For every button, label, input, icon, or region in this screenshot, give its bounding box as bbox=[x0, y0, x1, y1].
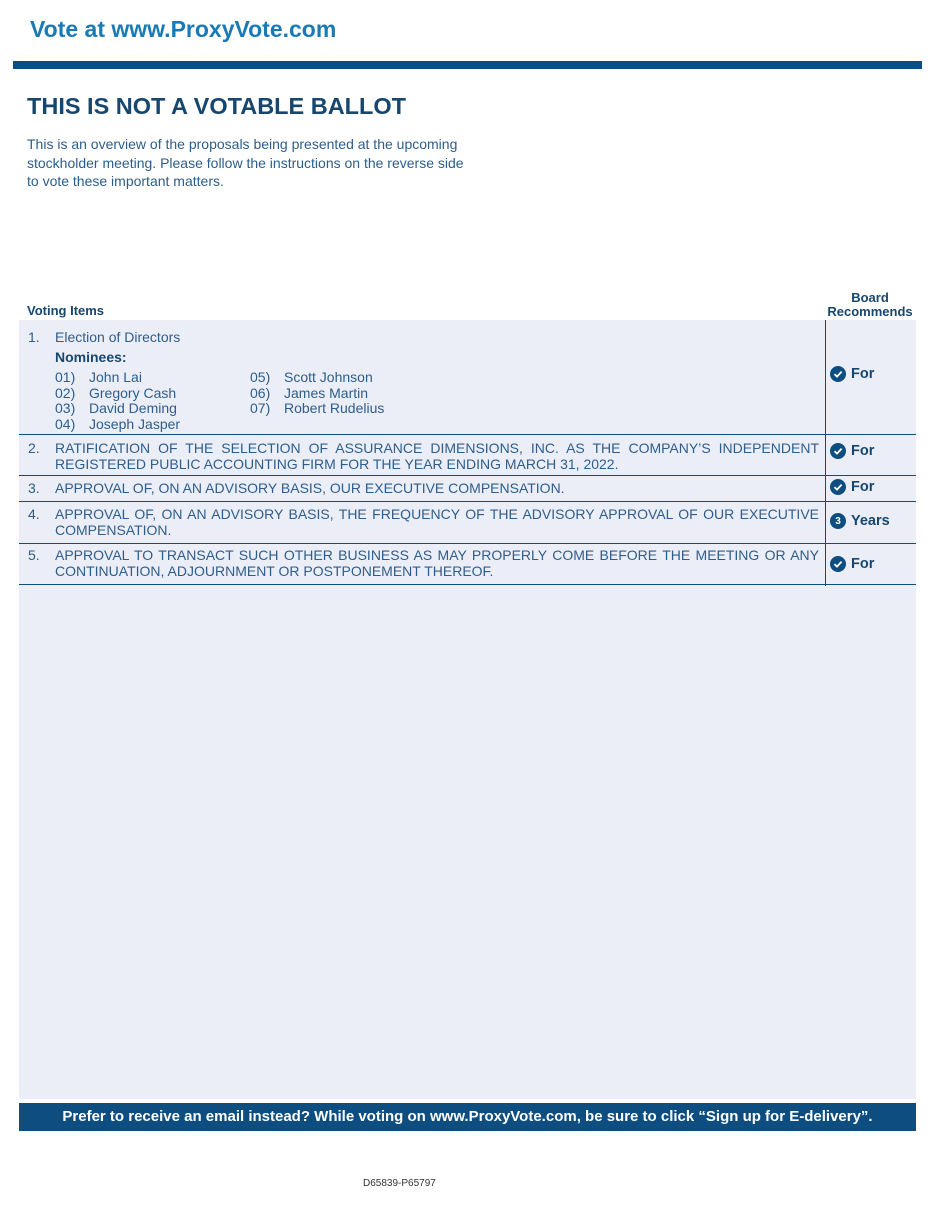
document-code: D65839-P65797 bbox=[363, 1178, 436, 1189]
page-title: THIS IS NOT A VOTABLE BALLOT bbox=[27, 93, 407, 119]
e-delivery-banner: Prefer to receive an email instead? While voting on www.ProxyVote.com, be sure to click “Sign up for E-delivery”. bbox=[19, 1103, 916, 1131]
board-recommendation: For bbox=[830, 556, 874, 572]
item-number: 5. bbox=[28, 547, 40, 563]
row-divider bbox=[19, 434, 916, 435]
item-number: 2. bbox=[28, 440, 40, 456]
row-divider bbox=[19, 501, 916, 502]
item-text: Election of Directors bbox=[55, 329, 181, 345]
nominee: 06) James Martin bbox=[250, 385, 369, 401]
voting-items-panel bbox=[19, 320, 916, 1099]
board-recommendation: For bbox=[830, 366, 874, 382]
check-icon bbox=[830, 479, 846, 495]
column-divider bbox=[825, 320, 826, 586]
item-text: APPROVAL OF, ON AN ADVISORY BASIS, THE FREQUENCY OF THE ADVISORY APPROVAL OF OUR EXECUTIVE COMPENSATION. bbox=[55, 506, 819, 538]
row-divider bbox=[19, 584, 916, 585]
nominee: 05) Scott Johnson bbox=[250, 369, 373, 385]
check-icon bbox=[830, 443, 846, 459]
item-number: 4. bbox=[28, 506, 40, 522]
top-rule bbox=[13, 61, 922, 69]
board-recommends-heading: Board Recommends bbox=[827, 290, 913, 319]
nominee: 07) Robert Rudelius bbox=[250, 400, 385, 416]
site-header: Vote at www.ProxyVote.com bbox=[30, 16, 337, 42]
nominee: 01) John Lai bbox=[55, 369, 142, 385]
board-recommendation: 3 Years bbox=[830, 513, 890, 529]
board-recommendation: For bbox=[830, 479, 874, 495]
item-text: APPROVAL OF, ON AN ADVISORY BASIS, OUR EXECUTIVE COMPENSATION. bbox=[55, 480, 565, 496]
number-3-icon: 3 bbox=[830, 513, 846, 529]
nominees-label: Nominees: bbox=[55, 349, 127, 365]
check-icon bbox=[830, 366, 846, 382]
row-divider bbox=[19, 543, 916, 544]
row-divider bbox=[19, 475, 916, 476]
check-icon bbox=[830, 556, 846, 572]
item-text: RATIFICATION OF THE SELECTION OF ASSURANCE DIMENSIONS, INC. AS THE COMPANY’S INDEPENDENT REGISTERED PUBLIC ACCOUNTING FIRM FOR THE YEAR ENDING MARCH 31, 2022. bbox=[55, 440, 819, 472]
item-number: 1. bbox=[28, 329, 40, 345]
intro-text: This is an overview of the proposals being presented at the upcoming stockholder meeting. Please follow the instructions on the reverse side to vote these important matters. bbox=[27, 136, 464, 189]
nominee: 02) Gregory Cash bbox=[55, 385, 177, 401]
board-recommendation: For bbox=[830, 443, 874, 459]
nominee: 03) David Deming bbox=[55, 400, 177, 416]
nominee: 04) Joseph Jasper bbox=[55, 416, 181, 432]
item-number: 3. bbox=[28, 480, 40, 496]
item-text: APPROVAL TO TRANSACT SUCH OTHER BUSINESS AS MAY PROPERLY COME BEFORE THE MEETING OR ANY CONTINUATION, ADJOURNMENT OR POSTPONEMENT THEREOF. bbox=[55, 547, 819, 579]
voting-items-heading: Voting Items bbox=[27, 303, 105, 318]
